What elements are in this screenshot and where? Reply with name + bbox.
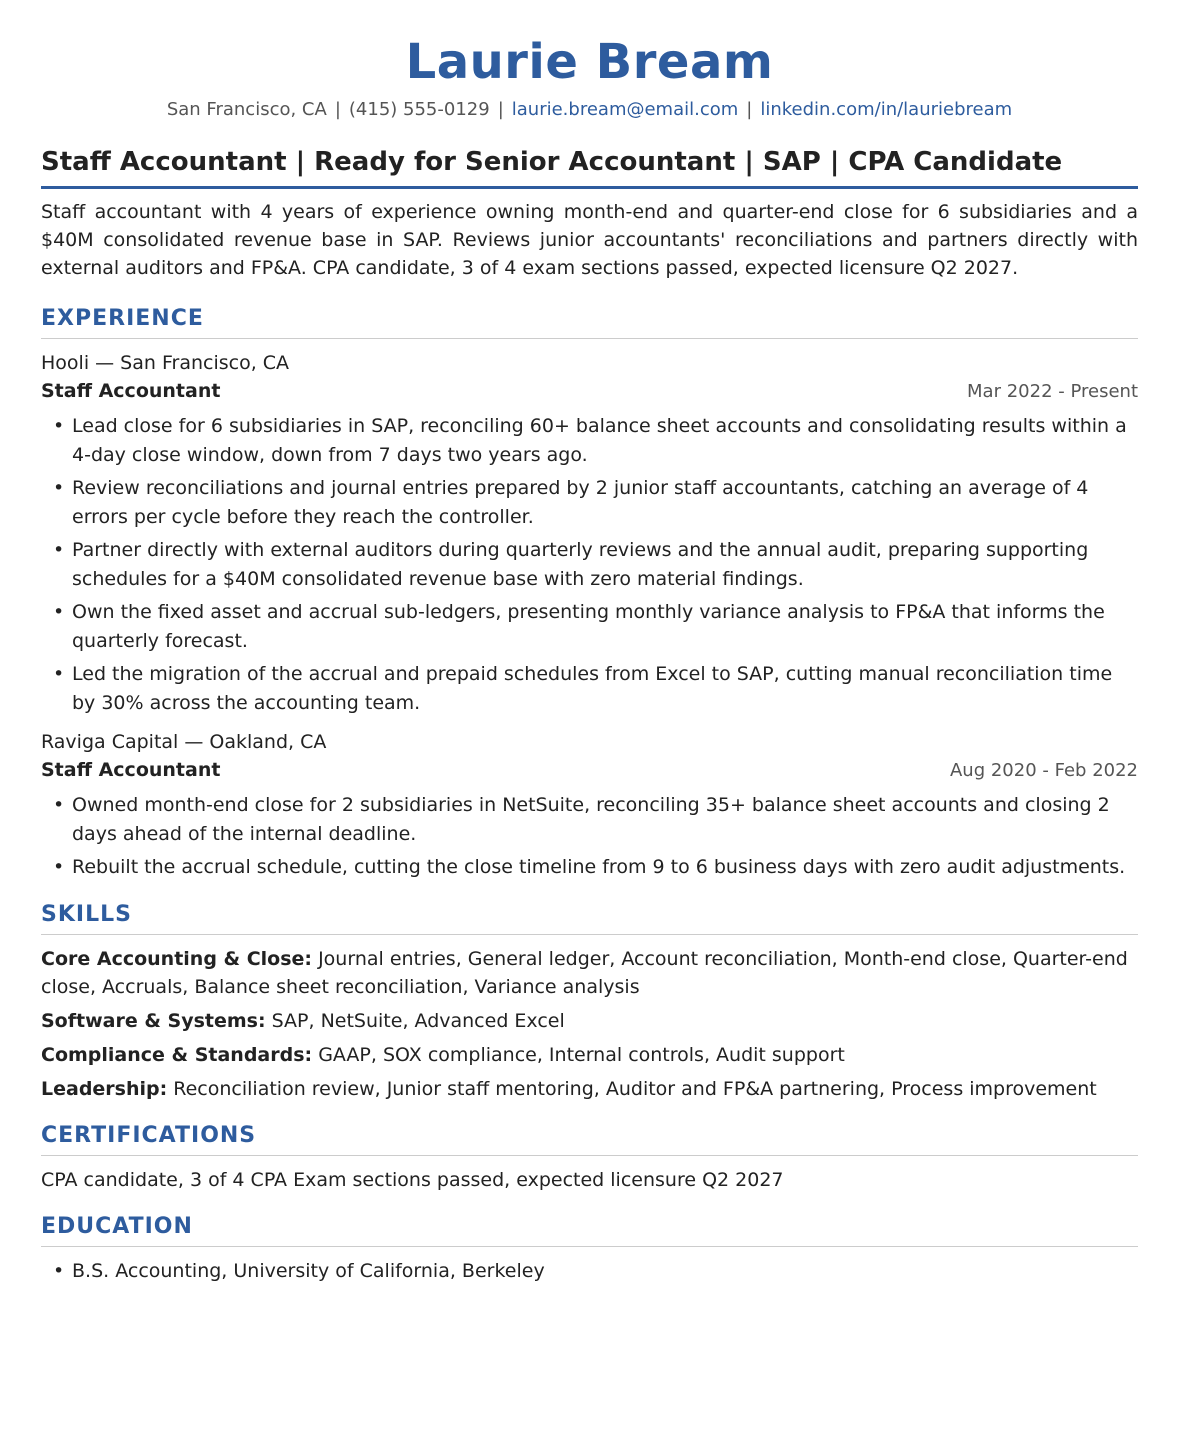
contact-separator: | — [746, 99, 753, 120]
skill-category: Core Accounting & Close: — [41, 948, 313, 970]
job-role: Staff Accountant — [41, 759, 221, 781]
contact-separator: | — [497, 99, 504, 120]
skill-row — [41, 1041, 1138, 1069]
bullet-item — [41, 474, 1138, 532]
skill-values: Journal entries, General ledger, Account reconciliation, Month-end close, Quarter-end close, Accruals, Balance sheet reconciliation, Variance analysis — [41, 948, 1128, 998]
bullet-icon: • — [53, 477, 65, 499]
skill-row — [41, 945, 1138, 1001]
education-bullets — [41, 1257, 1138, 1286]
skills-list — [41, 945, 1138, 1103]
bullet-icon: • — [53, 1260, 65, 1282]
bullet-item — [41, 598, 1138, 656]
location: San Francisco, CA — [166, 99, 327, 120]
job-role: Staff Accountant — [41, 380, 221, 402]
job-role-row — [41, 756, 1138, 785]
bullet-item — [41, 791, 1138, 849]
bullet-text: Own the fixed asset and accrual sub-ledgers, presenting monthly variance analysis to FP&A that informs the quarterly forecast. — [72, 601, 1105, 652]
bullet-icon: • — [53, 794, 65, 816]
bullet-item — [41, 412, 1138, 470]
contact-line — [41, 98, 1138, 122]
contact-separator: | — [334, 99, 341, 120]
bullet-item — [41, 1257, 1138, 1286]
certification-text: CPA candidate, 3 of 4 CPA Exam sections passed, expected licensure Q2 2027 — [41, 1169, 784, 1191]
skill-values: Reconciliation review, Junior staff mentoring, Auditor and FP&A partnering, Process improvement — [173, 1078, 1097, 1100]
section-title-skills: SKILLS — [41, 900, 1138, 935]
summary: Staff accountant with 4 years of experience owning month-end and quarter-end close for 6 subsidiaries and a $40M consolidated revenue base in SAP. Reviews junior accountants' reconciliations and partners directly with external auditors and FP&A. CPA candidate, 3 of 4 exam sections passed, expected licensure Q2 2027. — [41, 201, 1138, 279]
bullet-text: Partner directly with external auditors during quarterly reviews and the annual audit, preparing supporting schedules for a $40M consolidated revenue base with zero material findings. — [72, 539, 1089, 590]
email-link[interactable]: laurie.bream@email.com — [511, 99, 739, 120]
section-title-experience: EXPERIENCE — [41, 304, 1138, 339]
bullet-icon: • — [53, 663, 65, 685]
job-bullets — [41, 791, 1138, 882]
skill-row — [41, 1007, 1138, 1035]
job-dates: Aug 2020 - Feb 2022 — [949, 760, 1138, 781]
bullet-text: Led the migration of the accrual and prepaid schedules from Excel to SAP, cutting manual reconciliation time by 30% across the accounting team. — [72, 663, 1113, 714]
skill-category: Compliance & Standards: — [41, 1044, 313, 1066]
bullet-icon: • — [53, 415, 65, 437]
job-entry — [41, 349, 1138, 718]
bullet-icon: • — [53, 856, 65, 878]
phone: (415) 555-0129 — [348, 99, 490, 120]
skill-category: Software & Systems: — [41, 1010, 266, 1032]
education-item: B.S. Accounting, University of California, Berkeley — [72, 1260, 545, 1282]
bullet-icon: • — [53, 601, 65, 623]
job-entry — [41, 728, 1138, 882]
bullet-text: Review reconciliations and journal entries prepared by 2 junior staff accountants, catching an average of 4 errors per cycle before they reach the controller. — [72, 477, 1089, 528]
bullet-item — [41, 853, 1138, 882]
bullet-text: Lead close for 6 subsidiaries in SAP, reconciling 60+ balance sheet accounts and consolidating results within a 4-day close window, down from 7 days two years ago. — [72, 415, 1127, 466]
candidate-name: Laurie Bream — [405, 34, 774, 90]
bullet-icon: • — [53, 539, 65, 561]
job-company: Raviga Capital — Oakland, CA — [41, 731, 327, 753]
resume-page — [41, 0, 1138, 1290]
skill-row — [41, 1075, 1138, 1103]
linkedin-link[interactable]: linkedin.com/in/lauriebream — [760, 99, 1013, 120]
job-company: Hooli — San Francisco, CA — [41, 352, 290, 374]
section-title-certifications: CERTIFICATIONS — [41, 1121, 1138, 1156]
bullet-text: Owned month-end close for 2 subsidiaries in NetSuite, reconciling 35+ balance sheet accounts and closing 2 days ahead of the internal deadline. — [72, 794, 1110, 845]
job-role-row — [41, 377, 1138, 406]
bullet-item — [41, 660, 1138, 718]
headline: Staff Accountant | Ready for Senior Accountant | SAP | CPA Candidate — [41, 145, 1138, 189]
job-dates: Mar 2022 - Present — [967, 381, 1138, 402]
education-list — [41, 1257, 1138, 1286]
job-bullets — [41, 412, 1138, 718]
skill-category: Leadership: — [41, 1078, 168, 1100]
section-title-education: EDUCATION — [41, 1212, 1138, 1247]
bullet-item — [41, 536, 1138, 594]
bullet-text: Rebuilt the accrual schedule, cutting the close timeline from 9 to 6 business days with zero audit adjustments. — [72, 856, 1126, 878]
skill-values: SAP, NetSuite, Advanced Excel — [271, 1010, 565, 1032]
skill-values: GAAP, SOX compliance, Internal controls, Audit support — [318, 1044, 845, 1066]
